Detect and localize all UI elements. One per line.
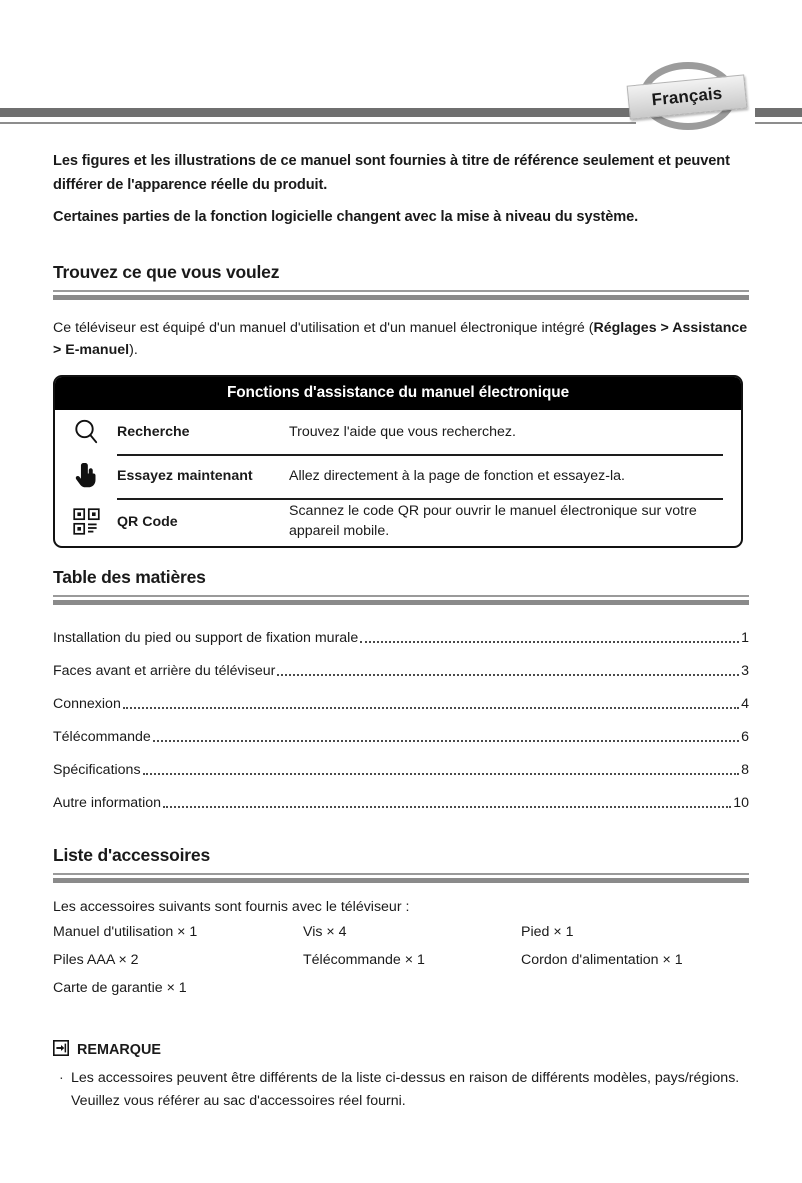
table-row-term: Recherche bbox=[117, 424, 190, 441]
search-icon bbox=[55, 418, 117, 446]
toc-heading: Table des matières bbox=[53, 567, 206, 587]
paragraph-menu-path: Réglages > Assistance > E-manuel bbox=[53, 320, 748, 358]
table-of-contents-section bbox=[53, 567, 749, 819]
accessory-item: Carte de garantie × 1 bbox=[53, 980, 187, 996]
header-bar-right bbox=[755, 108, 802, 117]
accessory-item: Piles AAA × 2 bbox=[53, 952, 139, 968]
accessory-item: Manuel d'utilisation × 1 bbox=[53, 924, 198, 940]
toc-entry-page: 10 bbox=[733, 794, 749, 811]
toc-entry-label: Autre information bbox=[53, 794, 162, 811]
toc-entry[interactable] bbox=[53, 753, 749, 786]
toc-entry[interactable] bbox=[53, 720, 749, 753]
toc-entry[interactable] bbox=[53, 786, 749, 819]
toc-entry[interactable] bbox=[53, 621, 749, 654]
toc-leader-dots bbox=[277, 674, 739, 676]
toc-section-rule bbox=[53, 595, 749, 605]
intro-paragraph-1: Les figures et les illustrations de ce manuel sont fournies à titre de référence seulement et peuvent différer de l'apparence réelle du produit. bbox=[53, 153, 730, 193]
note-section bbox=[53, 1040, 753, 1114]
table-row-description: Scannez le code QR pour ouvrir le manuel électronique sur votre appareil mobile. bbox=[289, 503, 697, 539]
toc-entry-label: Faces avant et arrière du téléviseur bbox=[53, 662, 276, 679]
accessories-section bbox=[53, 845, 749, 996]
toc-list bbox=[53, 621, 749, 819]
emanual-table-header: Fonctions d'assistance du manuel électronique bbox=[55, 377, 741, 410]
find-section-rule bbox=[53, 290, 749, 300]
table-row bbox=[55, 410, 741, 454]
table-row-description: Allez directement à la page de fonction et essayez-la. bbox=[289, 467, 625, 484]
toc-entry-label: Spécifications bbox=[53, 761, 141, 778]
emanual-features-table bbox=[53, 375, 743, 547]
toc-entry-page: 3 bbox=[741, 662, 749, 679]
table-row bbox=[55, 498, 741, 545]
table-row-term: QR Code bbox=[117, 513, 178, 530]
table-row bbox=[55, 454, 741, 498]
accessory-item: Vis × 4 bbox=[303, 924, 347, 940]
language-badge bbox=[628, 60, 752, 132]
toc-entry[interactable] bbox=[53, 687, 749, 720]
toc-leader-dots bbox=[143, 773, 740, 775]
accessory-item: Cordon d'alimentation × 1 bbox=[521, 952, 683, 968]
header-bar-left bbox=[0, 108, 636, 117]
paragraph-prefix: Ce téléviseur est équipé d'un manuel d'utilisation et d'un manuel électronique intégré ( bbox=[53, 320, 594, 336]
toc-leader-dots bbox=[163, 806, 731, 808]
note-heading bbox=[53, 1040, 753, 1060]
note-arrow-icon bbox=[53, 1040, 69, 1060]
language-badge-label: Français bbox=[650, 83, 724, 110]
accessories-lead-text: Les accessoires suivants sont fournis avec le téléviseur : bbox=[53, 899, 410, 915]
toc-entry-page: 1 bbox=[741, 629, 749, 646]
table-row-description: Trouvez l'aide que vous recherchez. bbox=[289, 423, 516, 440]
toc-leader-dots bbox=[153, 740, 739, 742]
qr-code-icon bbox=[55, 508, 117, 535]
accessory-item: Pied × 1 bbox=[521, 924, 574, 940]
note-body bbox=[53, 1067, 753, 1114]
toc-entry-page: 6 bbox=[741, 728, 749, 745]
note-text: Les accessoires peuvent être différents de la liste ci-dessus en raison de différents modèles, pays/régions. Veuillez vous référer au sac d'accessoires réel fourni. bbox=[71, 1070, 740, 1110]
accessories-grid bbox=[53, 924, 749, 996]
intro-paragraph-2: Certaines parties de la fonction logicielle changent avec la mise à niveau du système. bbox=[53, 209, 639, 225]
note-bullet: · bbox=[59, 1070, 64, 1086]
header-line-right bbox=[755, 122, 802, 124]
header-line-left bbox=[0, 122, 636, 124]
pointing-hand-icon bbox=[55, 461, 117, 491]
find-section-heading: Trouvez ce que vous voulez bbox=[53, 262, 280, 282]
toc-entry-page: 4 bbox=[741, 695, 749, 712]
toc-entry[interactable] bbox=[53, 654, 749, 687]
note-title: REMARQUE bbox=[77, 1042, 161, 1058]
toc-entry-label: Télécommande bbox=[53, 728, 151, 745]
toc-entry-label: Connexion bbox=[53, 695, 121, 712]
toc-leader-dots bbox=[360, 641, 739, 643]
accessory-item: Télécommande × 1 bbox=[303, 952, 425, 968]
accessories-section-rule bbox=[53, 873, 749, 883]
accessories-heading: Liste d'accessoires bbox=[53, 845, 210, 865]
toc-entry-page: 8 bbox=[741, 761, 749, 778]
toc-leader-dots bbox=[123, 707, 739, 709]
table-row-term: Essayez maintenant bbox=[117, 468, 253, 485]
find-section-paragraph bbox=[53, 318, 749, 361]
paragraph-suffix: ). bbox=[129, 341, 138, 358]
find-what-you-want-section bbox=[53, 262, 749, 548]
toc-entry-label: Installation du pied ou support de fixation murale bbox=[53, 629, 359, 646]
